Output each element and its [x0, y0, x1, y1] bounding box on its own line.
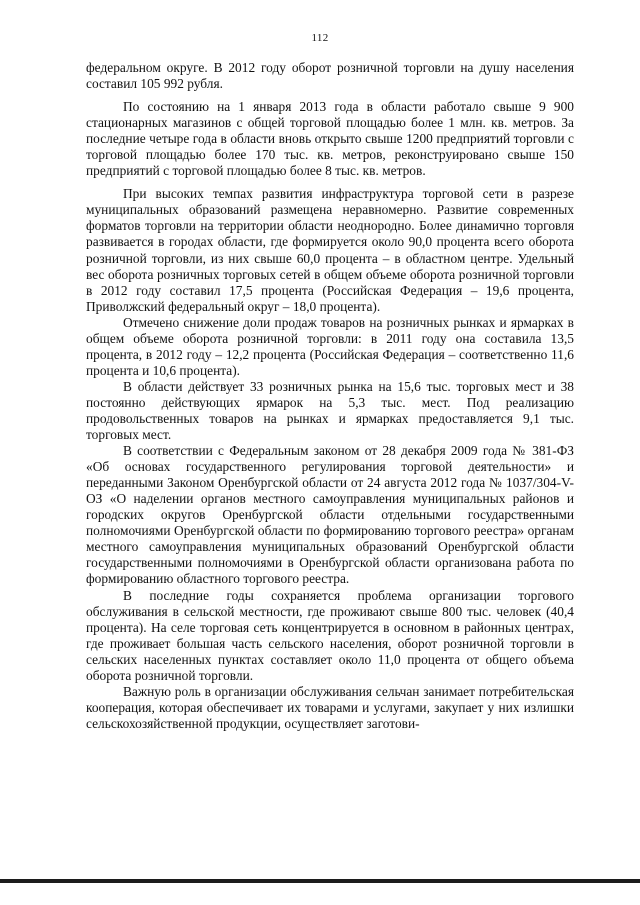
paragraph-7: В последние годы сохраняется проблема организации торгового обслуживания в сельской местности, где проживают свыше 800 тыс. человек (40,4 процента). На селе торговая сеть концентрируется в основном в районных центрах, где проживает большая часть сельского населения, оборот розничной торговли в сельских населенных пунктах составляет около 11,0 процента от общего объема оборота розничной торговли.	[86, 587, 574, 683]
paragraph-4: Отмечено снижение доли продаж товаров на розничных рынках и ярмарках в общем объеме оборота розничной торговли: в 2011 году она составила 13,5 процента, в 2012 году – 12,2 процента (Российская Федерация – соответственно 11,6 процента и 10,6 процента).	[86, 314, 574, 378]
paragraph-1: федеральном округе. В 2012 году оборот розничной торговли на душу населения составил 105 992 рубля.	[86, 60, 574, 92]
paragraph-3: При высоких темпах развития инфраструктура торговой сети в разрезе муниципальных образований размещена неравномерно. Развитие современных форматов торговли на территории области неоднородно. Более динамично торговля развивается в городах области, где формируется около 90,0 процента всего оборота розничной торговли, из них свыше 60,0 процента – в областном центре. Удельный вес оборота розничных торговых сетей в общем объеме оборота розничной торговли в 2012 году составил 17,5 процента (Российская Федерация – 19,6 процента, Приволжский федеральный округ – 18,0 процента).	[86, 186, 574, 314]
paragraph-5: В области действует 33 розничных рынка на 15,6 тыс. торговых мест и 38 постоянно действующих ярмарок на 5,3 тыс. мест. Под реализацию продовольственных товаров на рынках и ярмарках предоставляется 9,1 тыс. торговых мест.	[86, 378, 574, 443]
page-number: 112	[311, 32, 329, 44]
paragraph-8: Важную роль в организации обслуживания сельчан занимает потребительская кооперация, которая обеспечивает их товарами и услугами, закупает у них излишки сельскохозяйственной продукции, осуществляет заготови-	[86, 683, 574, 731]
paragraph-2: По состоянию на 1 января 2013 года в области работало свыше 9 900 стационарных магазинов с общей торговой площадью более 1 млн. кв. метров. За последние четыре года в области вновь открыто свыше 1200 предприятий торговли с торговой площадью более 170 тыс. кв. метров, реконструировано свыше 150 предприятий с торговой площадью более 8 тыс. кв. метров.	[86, 99, 574, 179]
bottom-scan-border	[0, 879, 640, 883]
document-body	[86, 60, 574, 732]
paragraph-6: В соответствии с Федеральным законом от 28 декабря 2009 года № 381-ФЗ «Об основах государственного регулирования торговой деятельности» и переданными Законом Оренбургской области от 24 августа 2012 года № 1037/304-V-ОЗ «О наделении органов местного самоуправления муниципальных районов и городских округов Оренбургской области отдельными государственными полномочиями Оренбургской области по формированию торгового реестра» органам местного самоуправления муниципальных образований Оренбургской области государственными полномочиями в Оренбургской области организована работа по формированию областного торгового реестра.	[86, 443, 574, 587]
